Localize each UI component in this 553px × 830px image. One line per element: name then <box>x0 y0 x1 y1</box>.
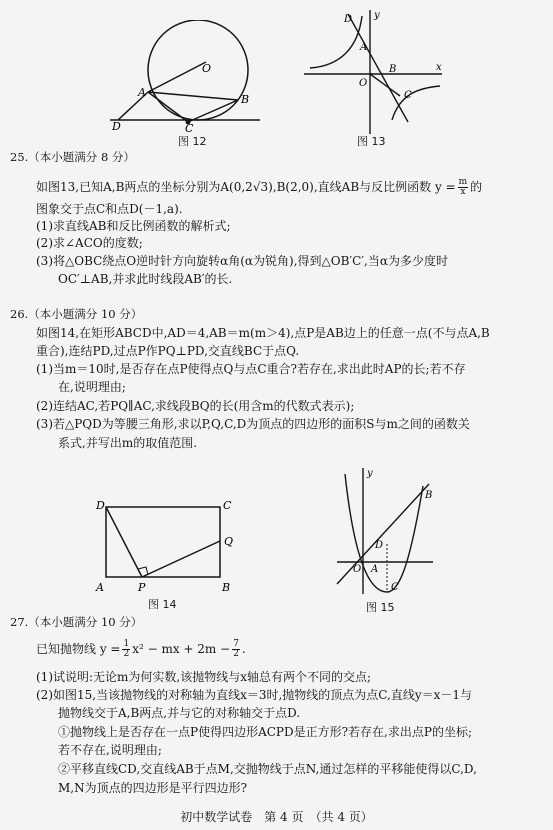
figure-13 <box>300 8 450 136</box>
q25-frac-num: m <box>458 177 468 187</box>
q27-f2-num: 7 <box>233 639 239 649</box>
fig15-label-c: C <box>391 582 399 593</box>
fig14-label-b: B <box>222 581 231 594</box>
q25-stem-b: 的 <box>470 180 483 194</box>
q25-part1: (1)求直线AB和反比例函数的解析式; <box>36 219 231 233</box>
fig13-label-a: A <box>360 42 368 53</box>
fig12-label-d: D <box>112 120 121 132</box>
q27-given-a: 已知抛物线 y = <box>36 642 121 656</box>
fig14-label-p: P <box>138 581 146 594</box>
fig13-label-b: B <box>389 64 397 75</box>
figure-14 <box>90 495 250 595</box>
q26-line6: (3)若△PQD为等腰三角形,求以P,Q,C,D为顶点的四边形的面积S与m之间的函数关 <box>36 417 470 431</box>
q27-given <box>36 640 246 659</box>
q27-part2e: ②平移直线CD,交直线AB于点M,交抛物线于点N,通过怎样的平移能使得以C,D, <box>58 762 477 776</box>
fig15-label-b: B <box>425 490 433 501</box>
q26-line4: 在,说明理由; <box>58 380 126 394</box>
q25-part3b: OC′⊥AB,并求此时线段AB′的长. <box>58 272 233 286</box>
q27-part2b: 抛物线交于A,B两点,并与它的对称轴交于点D. <box>58 706 301 720</box>
fig15-label-d: D <box>375 540 384 551</box>
q27-f1-den: 2 <box>123 649 130 659</box>
q27-f2-den: 2 <box>233 649 239 659</box>
fig12-label-b: B <box>241 93 250 106</box>
q27-fraction-1 <box>122 640 130 659</box>
fig12-caption: 图 12 <box>178 135 207 148</box>
q27-header: 27.（本小题满分 10 分） <box>10 615 143 629</box>
q25-header: 25.（本小题满分 8 分） <box>10 150 135 164</box>
figure-15 <box>335 466 435 596</box>
fig13-label-y: y <box>374 10 380 21</box>
fig14-label-d: D <box>96 499 105 512</box>
fig13-label-d: D <box>344 14 353 25</box>
q26-line7: 系式,并写出m的取值范围. <box>58 436 198 450</box>
fig13-caption: 图 13 <box>357 135 386 148</box>
fig12-label-a: A <box>138 86 146 99</box>
fig14-label-a: A <box>96 581 104 594</box>
q27-f1-num: 1 <box>123 639 130 649</box>
q25-stem <box>36 178 482 197</box>
q26-line5: (2)连结AC,若PQ∥AC,求线段BQ的长(用含m的代数式表示); <box>36 399 355 413</box>
q26-header: 26.（本小题满分 10 分） <box>10 307 143 321</box>
q26-line1: 如图14,在矩形ABCD中,AD＝4,AB＝m(m＞4),点P是AB边上的任意一点(不与点A,B <box>36 326 490 340</box>
q25-part2: (2)求∠ACO的度数; <box>36 236 143 250</box>
q25-part3a: (3)将△OBC绕点O逆时针方向旋转α角(α为锐角),得到△OB′C′,当α为多少度时 <box>36 254 448 268</box>
q25-fraction <box>458 178 469 197</box>
fig12-label-o: O <box>202 62 212 75</box>
q27-part2a: (2)如图15,当该抛物线的对称轴为直线x＝3时,抛物线的顶点为点C,直线y＝x－1与 <box>36 688 473 702</box>
q25-frac-den: x <box>460 187 466 197</box>
q26-line3: (1)当m＝10时,是否存在点P使得点Q与点C重合?若存在,求出此时AP的长;若不存 <box>36 362 466 376</box>
page-footer: 初中数学试卷 第 4 页 （共 4 页） <box>180 810 373 824</box>
fig13-label-o: O <box>359 78 368 89</box>
fig13-label-c: C <box>404 90 412 101</box>
q25-stem-a: 如图13,已知A,B两点的坐标分别为A(0,2√3),B(2,0),直线AB与反比例函数 y = <box>36 180 456 194</box>
figure-12 <box>110 20 270 132</box>
q25-line2: 图象交于点C和点D(－1,a). <box>36 202 183 216</box>
fig15-label-y: y <box>367 468 373 479</box>
q27-part2c: ①抛物线上是否存在一点P使得四边形ACPD是正方形?若存在,求出点P的坐标; <box>58 725 472 739</box>
fig14-caption: 图 14 <box>148 598 177 611</box>
fig14-label-c: C <box>223 499 232 512</box>
q26-line2: 重合),连结PD,过点P作PQ⊥PD,交直线BC于点Q. <box>36 344 300 358</box>
fig13-label-x: x <box>436 62 442 73</box>
fig15-label-o: O <box>353 564 362 575</box>
fig12-label-c: C <box>185 122 194 132</box>
q27-given-b: x² − mx + 2m − <box>132 642 231 656</box>
q27-part2d: 若不存在,说明理由; <box>58 743 162 757</box>
q27-part2f: M,N为顶点的四边形是平行四边形? <box>58 781 248 795</box>
q27-fraction-2 <box>232 640 240 659</box>
fig14-label-q: Q <box>224 535 234 548</box>
q27-given-c: . <box>241 642 246 656</box>
q27-part1: (1)试说明:无论m为何实数,该抛物线与x轴总有两个不同的交点; <box>36 670 372 684</box>
fig15-caption: 图 15 <box>366 601 395 614</box>
fig15-label-a: A <box>371 564 379 575</box>
